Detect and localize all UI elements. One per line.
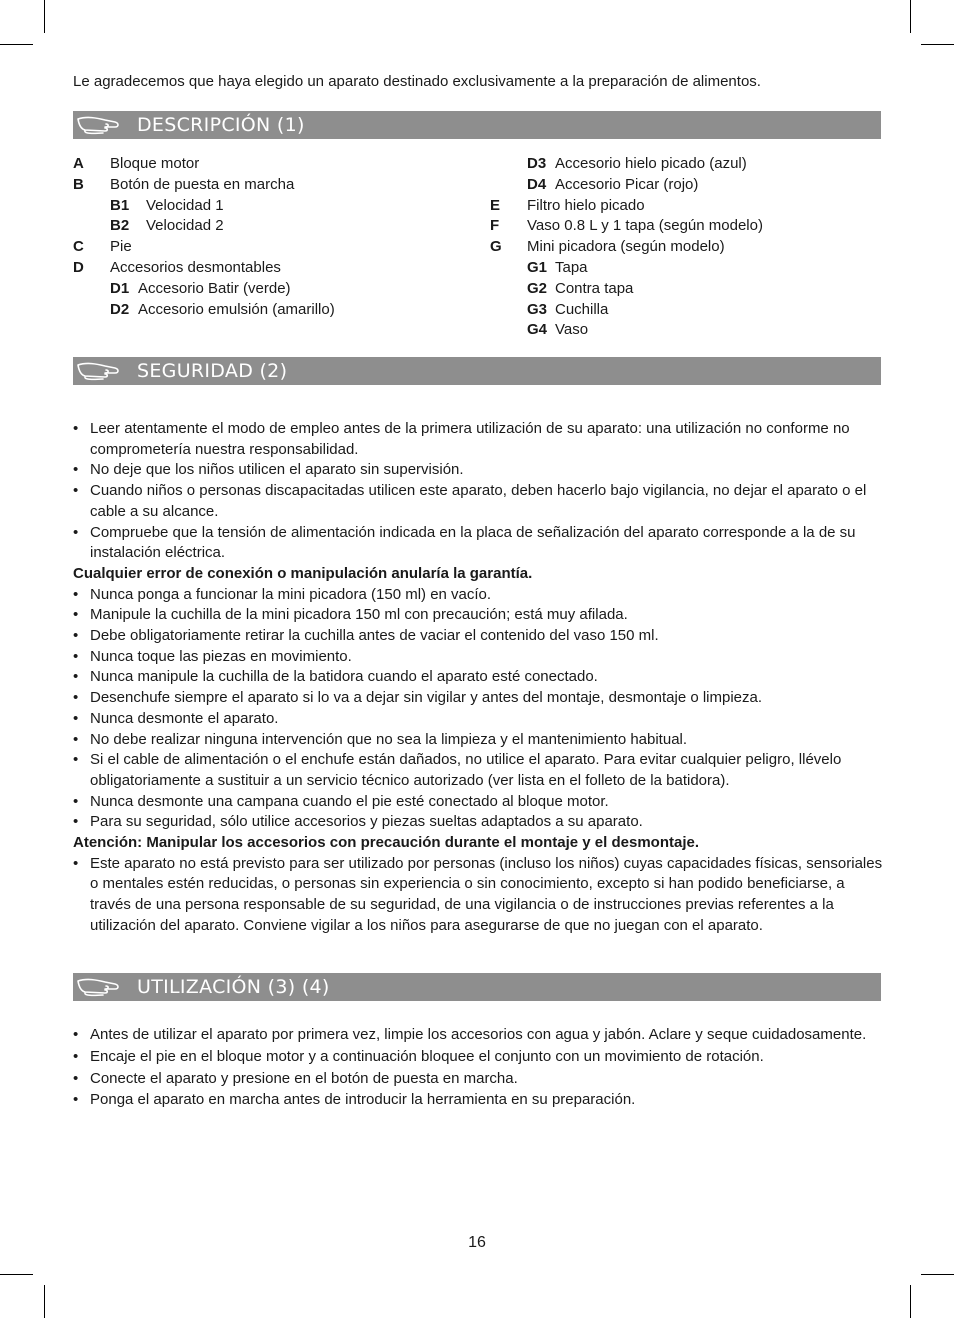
crop-mark bbox=[921, 1274, 954, 1275]
list-item: • Este aparato no está previsto para ser utilizado por personas (incluso los niños) cuyas capacidades físicas, sensoriales o mentales estén reducidas, o personas sin experiencia o sin conocimiento, excepto si han podido beneficiarse, a través de una persona responsable de su seguridad, de una vigilancia o de instrucciones previas referentes a la utilización del aparato. Conviene vigilar a los niños para asegurarse de que no juegan con el aparato. bbox=[73, 854, 883, 934]
list-item: G Mini picadora (según modelo) bbox=[490, 238, 725, 256]
list-item: D4 Accesorio Picar (rojo) bbox=[527, 175, 699, 193]
list-item: • Encaje el pie en el bloque motor y a continuación bloquee el conjunto con un movimiento de rotación. bbox=[73, 1047, 764, 1065]
list-item: G1 Tapa bbox=[527, 258, 588, 276]
list-item: B Botón de puesta en marcha bbox=[73, 175, 295, 193]
list-item: • No deje que los niños utilicen el aparato sin supervisión. bbox=[73, 461, 464, 479]
list-item: E Filtro hielo picado bbox=[490, 196, 645, 214]
crop-mark bbox=[44, 1285, 45, 1318]
description-list-left bbox=[73, 154, 473, 320]
intro-text: Le agradecemos que haya elegido un aparato destinado exclusivamente a la preparación de alimentos. bbox=[73, 73, 761, 90]
list-item: • Manipule la cuchilla de la mini picadora 150 ml con precaución; está muy afilada. bbox=[73, 606, 628, 624]
list-item: • Si el cable de alimentación o el enchufe están dañados, no utilice el aparato. Para evitar cualquier peligro, llévelo obligatoriamente a sustituir a un servicio técnico autorizado (ver lista en el folleto de la batidora). bbox=[73, 751, 842, 789]
usage-list bbox=[73, 1024, 885, 1111]
warning-text: Atención: Manipular los accesorios con precaución durante el montaje y el desmontaje. bbox=[73, 834, 699, 852]
list-item: • Antes de utilizar el aparato por primera vez, limpie los accesorios con agua y jabón. Aclare y seque cuidadosamente. bbox=[73, 1026, 867, 1043]
safety-list bbox=[73, 419, 885, 937]
warning-text: Cualquier error de conexión o manipulación anularía la garantía. bbox=[73, 564, 533, 582]
hand-pointing-arrow-icon bbox=[75, 114, 121, 136]
list-item: D3 Accesorio hielo picado (azul) bbox=[527, 155, 747, 172]
list-item: • Nunca toque las piezas en movimiento. bbox=[73, 647, 352, 665]
list-item: • Ponga el aparato en marcha antes de introducir la herramienta en su preparación. bbox=[73, 1091, 636, 1109]
list-item: • Nunca ponga a funcionar la mini picadora (150 ml) en vacío. bbox=[73, 585, 492, 603]
section-title: SEGURIDAD (2) bbox=[137, 360, 288, 382]
list-item: • Desenchufe siempre el aparato si lo va a dejar sin vigilar y antes del montaje, desmontaje o limpieza. bbox=[73, 689, 763, 707]
list-item: D Accesorios desmontables bbox=[73, 258, 281, 276]
list-item: • Cuando niños o personas discapacitadas utilicen este aparato, deben hacerlo bajo vigilancia, no dejar el aparato o el cable a su alcance. bbox=[73, 482, 867, 520]
page-number: 16 bbox=[468, 1234, 486, 1251]
crop-mark bbox=[0, 44, 33, 45]
list-item: • No debe realizar ninguna intervención que no sea la limpieza y el mantenimiento habitual. bbox=[73, 730, 688, 748]
list-item: • Para su seguridad, sólo utilice accesorios y piezas sueltas adaptados a su aparato. bbox=[73, 813, 643, 831]
crop-mark bbox=[921, 44, 954, 45]
list-item: B1 Velocidad 1 bbox=[110, 196, 224, 214]
list-item: B2 Velocidad 2 bbox=[110, 217, 224, 235]
list-item: F Vaso 0.8 L y 1 tapa (según modelo) bbox=[490, 217, 763, 235]
crop-mark bbox=[910, 1285, 911, 1318]
hand-pointing-arrow-icon bbox=[75, 976, 121, 998]
hand-pointing-arrow-icon bbox=[75, 360, 121, 382]
list-item: • Nunca desmonte una campana cuando el pie esté conectado al bloque motor. bbox=[73, 792, 609, 810]
list-item: G2 Contra tapa bbox=[527, 279, 634, 297]
list-item: G4 Vaso bbox=[527, 321, 589, 339]
list-item: A Bloque motor bbox=[73, 155, 200, 172]
section-header-seguridad bbox=[73, 357, 881, 385]
section-header-utilizacion bbox=[73, 973, 881, 1001]
list-item: • Compruebe que la tensión de alimentación indicada en la placa de señalización del aparato corresponde a la de su instalación eléctrica. bbox=[73, 523, 856, 562]
section-title: DESCRIPCIÓN (1) bbox=[137, 114, 305, 136]
list-item: D2 Accesorio emulsión (amarillo) bbox=[110, 300, 335, 318]
crop-mark bbox=[0, 1274, 33, 1275]
list-item: • Leer atentamente el modo de empleo antes de la primera utilización de su aparato: una utilización no conforme no comprometería nuestra responsabilidad. bbox=[73, 420, 850, 458]
list-item: • Nunca desmonte el aparato. bbox=[73, 709, 279, 727]
crop-mark bbox=[910, 0, 911, 33]
list-item: • Conecte el aparato y presione en el botón de puesta en marcha. bbox=[73, 1069, 518, 1087]
crop-mark bbox=[44, 0, 45, 33]
description-list-right bbox=[490, 154, 890, 341]
list-item: C Pie bbox=[73, 238, 132, 256]
list-item: D1 Accesorio Batir (verde) bbox=[110, 279, 291, 297]
section-header-descripcion bbox=[73, 111, 881, 139]
section-title: UTILIZACIÓN (3) (4) bbox=[137, 976, 330, 998]
list-item: • Debe obligatoriamente retirar la cuchilla antes de vaciar el contenido del vaso 150 ml. bbox=[73, 627, 659, 645]
list-item: G3 Cuchilla bbox=[527, 300, 609, 318]
list-item: • Nunca manipule la cuchilla de la batidora cuando el aparato esté conectado. bbox=[73, 668, 598, 686]
